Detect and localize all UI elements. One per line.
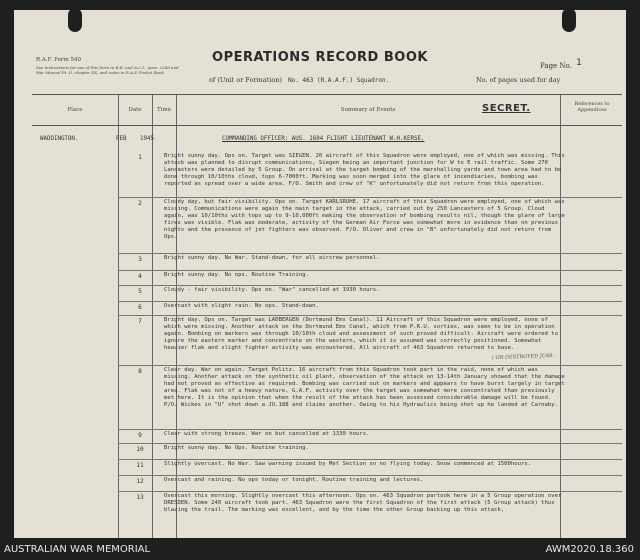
entry-day: 3 bbox=[138, 256, 142, 263]
column-divider bbox=[118, 95, 119, 539]
binder-hole-right bbox=[562, 8, 576, 32]
secret-stamp: SECRET. bbox=[482, 103, 531, 114]
place-value: WADDINGTON. bbox=[40, 136, 79, 142]
row-divider bbox=[118, 270, 622, 271]
record-table bbox=[32, 94, 622, 539]
month-value: FEB bbox=[116, 136, 127, 142]
header-references: References to Appendices bbox=[574, 101, 610, 113]
entry-text: Cloudy - fair visibility. Ops on. "War" cancelled at 1930 hours. bbox=[164, 287, 380, 293]
entry-day: 8 bbox=[138, 368, 142, 375]
entry-day: 9 bbox=[138, 432, 142, 439]
unit-line bbox=[209, 76, 389, 84]
row-divider bbox=[118, 197, 622, 198]
entry-day: 12 bbox=[136, 478, 144, 485]
form-number: R.A.F. Form 540 bbox=[36, 57, 81, 63]
entry-day: 10 bbox=[136, 446, 144, 453]
binder-hole-left bbox=[68, 8, 82, 32]
entry-text: Bright sunny day. No War. Stand-down, for all aircrew personnel. bbox=[164, 255, 380, 261]
pages-used: No. of pages used for day bbox=[476, 76, 561, 84]
row-divider bbox=[118, 253, 622, 254]
column-divider bbox=[152, 95, 153, 539]
year-value: 1945 bbox=[140, 136, 154, 142]
entry-day: 1 bbox=[138, 154, 142, 161]
unit-value: No. 463 (R.A.A.F.) Squadron. bbox=[288, 77, 390, 84]
row-divider bbox=[118, 365, 622, 366]
entry-text: Clear with strong breeze. War on but cancelled at 1330 hours. bbox=[164, 431, 370, 437]
row-divider bbox=[118, 301, 622, 302]
row-divider bbox=[118, 491, 622, 492]
header-summary: Summary of Events bbox=[340, 107, 396, 113]
entry-text: Bright day. Ops on. Target was LADBERGEN (Dortmund Ems Canal). 11 Aircraft of this Squadron were employed, none of which were missing. Another attack on the Dortmund Ems Canal, which from P.R.U. sorties, was seen to be in operation again. Bombing on markers was through 10/10th cloud and assessment of such proved difficult. Aircraft were ordered to ignore the eastern marker and concentrate on the western, which it is assumed was correctly positioned. Somewhat heavier flak and slight fighter activity was encountered. All aircraft of 463 Squadron returned to base. bbox=[164, 317, 562, 351]
entry-day: 7 bbox=[138, 318, 142, 325]
entry-day: 4 bbox=[138, 273, 142, 280]
row-divider bbox=[118, 315, 622, 316]
entry-text: Overcast and raining. No ops today or tonight. Routine training and lectures. bbox=[164, 477, 424, 483]
row-divider bbox=[118, 285, 622, 286]
footer-reference: AWM2020.18.360 bbox=[545, 544, 634, 555]
page-number bbox=[540, 58, 582, 71]
entry-day: 5 bbox=[138, 288, 142, 295]
entry-day: 13 bbox=[136, 494, 144, 501]
entry-text: Clear day. War on again. Target Politz. 16 aircraft from this Squadron took part in the raid, none of which was missing. Another attack on the synthetic oil plant, observation of the attack on 13-14th January showed that the damage had not proved as effective as required. Bombing was carried out on markers and appears to have burst largely in target area. Flak was not of a heavy nature, G.A.F. activity over the target was somewhat more concentrated than previously met here. It is the opinion that when the result of the attack has been assessed considerable damage will be found. P/O. Wickes in "U" shot down a JU.188 and claims another. Owing to his Hydraulics being shot up he landed at Carnaby. bbox=[164, 367, 569, 408]
entry-day: 6 bbox=[138, 304, 142, 311]
row-divider bbox=[118, 459, 622, 460]
unit-label: of (Unit or Formation) bbox=[209, 76, 282, 84]
footer bbox=[0, 538, 640, 560]
row-divider bbox=[118, 475, 622, 476]
form-instructions: See instructions for use of this form in K.R. and A.C.I., para. 2349 and War Manual Pt. II, chapter XX, and notes in R.A.F. Pocket Book. bbox=[36, 65, 179, 76]
row-divider bbox=[118, 443, 622, 444]
entry-text: Bright sunny day. No ops. Routine Training. bbox=[164, 272, 309, 278]
page-number-label: Page No. bbox=[540, 62, 572, 70]
entry-text: Slightly overcast. No War. Saw warning issued by Met Section so no flying today. Snow commenced at 1500hours. bbox=[164, 461, 532, 467]
header-divider bbox=[32, 125, 622, 126]
commanding-officer: COMMANDING OFFICER: AUS. 1604 FLIGHT LIEUTENANT W.H.KERSE. bbox=[222, 136, 425, 142]
entry-text: Overcast with slight rain. No ops. Stand-down. bbox=[164, 303, 319, 309]
header-date: Date bbox=[128, 107, 142, 113]
record-sheet bbox=[14, 10, 626, 538]
entry-day: 11 bbox=[136, 462, 144, 469]
header-place: Place bbox=[67, 107, 83, 113]
entry-text: Bright sunny day. Ops on. Target was SIEGEN. 20 aircraft of this Squadron were employed, one of which was missing. This attack was planned to disrupt communications, Siegen being an important junction for W to E rail traffic. Some 270 Lancasters were detailed by 5 Group. On arrival at the target bombing of the marshalling yards and town area had to be done through 10/10ths cloud, tops 6-7000ft. Marking was soon merged into the glare of incendiaries, bombing was reported as spread over a wide area. F/O. Smith and crew of "K" unfortunately did not return from this operation. bbox=[164, 153, 569, 187]
header-time: Time bbox=[157, 107, 171, 113]
entry-text: Cloudy day, but fair visibility. Ops on. Target KARLSRUHE. 17 aircraft of this Squadron were employed, one of which was missing. Communications were again the main target in the attack, carried out by 250 Lancasters of 5 Group. Cloud again, was 10/10ths with tops up to 9-10,000ft making the observation of bombing results nil, though the glare of large fires was visible. Flak was moderate, activity of the German Air Force was somewhat more in evidence than on previous nights and the presence of jet fighters was observed. F/O. Oliver and crew in "B" unfortunately did not return from Ops. bbox=[164, 199, 569, 240]
row-divider bbox=[118, 429, 622, 430]
page-title: OPERATIONS RECORD BOOK bbox=[212, 50, 428, 65]
footer-source: AUSTRALIAN WAR MEMORIAL bbox=[4, 544, 151, 555]
entry-day: 2 bbox=[138, 200, 142, 207]
page-number-value: 1 bbox=[576, 58, 582, 68]
entry-text: Overcast this morning. Slightly overcast this afternoon. Ops on. 463 Squadron partook here in a 5 Group operation over DRESDEN. Some 240 aircraft took part. 463 Squadron were the first Squadron of the first attack (5 Group attack) thus blazing the trail. The marking was excellent, and by the time the other Group backing up this attack, bbox=[164, 493, 565, 513]
handwritten-annotation: ( OR DESTROYED JU88. bbox=[491, 352, 555, 362]
entry-text: Bright sunny day. No Ops. Routine training. bbox=[164, 445, 309, 451]
